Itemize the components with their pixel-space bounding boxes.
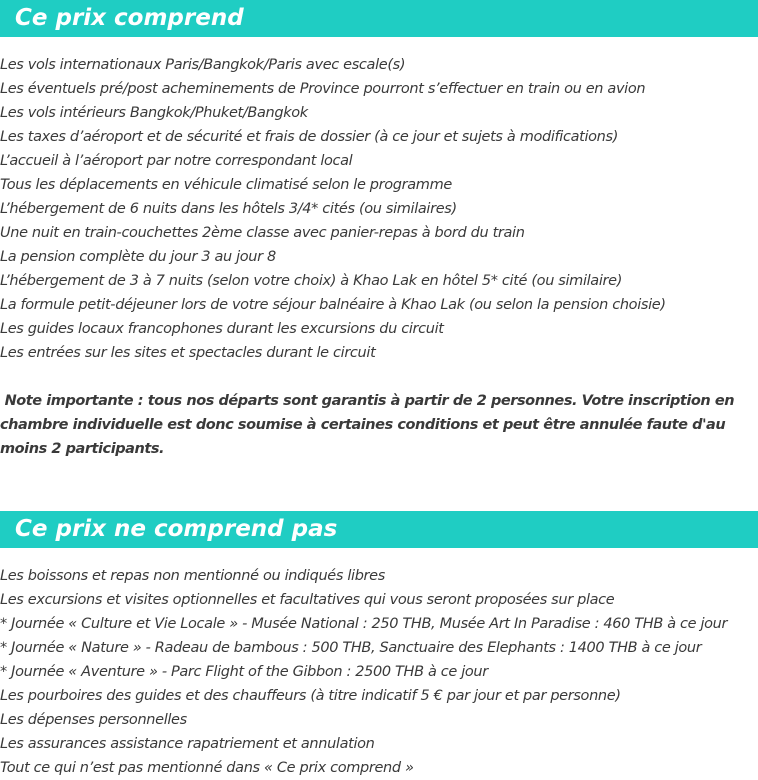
list-item: Les pourboires des guides et des chauffeurs (à titre indicatif 5 € par jour et par personne) — [0, 688, 621, 704]
list-item: Les taxes d’aéroport et de sécurité et frais de dossier (à ce jour et sujets à modifications) — [0, 129, 618, 145]
list-item: Les vols intérieurs Bangkok/Phuket/Bangkok — [0, 105, 308, 121]
list-item: Les assurances assistance rapatriement et annulation — [0, 736, 375, 752]
excluded-section — [0, 511, 758, 780]
list-item: Tout ce qui n’est pas mentionné dans « Ce prix comprend » — [0, 760, 414, 776]
included-title: Ce prix comprend — [15, 5, 244, 31]
included-list — [0, 53, 758, 365]
list-item: La pension complète du jour 3 au jour 8 — [0, 249, 276, 265]
list-item: * Journée « Aventure » - Parc Flight of the Gibbon : 2500 THB à ce jour — [0, 664, 488, 680]
list-item: Les éventuels pré/post acheminements de Province pourront s’effectuer en train ou en avion — [0, 81, 646, 97]
excluded-title: Ce prix ne comprend pas — [15, 516, 338, 542]
list-item: * Journée « Nature » - Radeau de bambous : 500 THB, Sanctuaire des Elephants : 1400 THB à ce jour — [0, 640, 702, 656]
list-item: L’hébergement de 6 nuits dans les hôtels 3/4* cités (ou similaires) — [0, 201, 457, 217]
list-item: * Journée « Culture et Vie Locale » - Musée National : 250 THB, Musée Art In Paradise : 460 THB à ce jour — [0, 616, 728, 632]
list-item: Une nuit en train-couchettes 2ème classe avec panier-repas à bord du train — [0, 225, 525, 241]
list-item: Les guides locaux francophones durant les excursions du circuit — [0, 321, 444, 337]
excluded-header — [0, 511, 758, 548]
list-item: L’hébergement de 3 à 7 nuits (selon votre choix) à Khao Lak en hôtel 5* cité (ou similaire) — [0, 273, 623, 289]
excluded-list — [0, 564, 758, 780]
list-item: Tous les déplacements en véhicule climatisé selon le programme — [0, 177, 452, 193]
included-header — [0, 0, 758, 37]
list-item: Les excursions et visites optionnelles et facultatives qui vous seront proposées sur place — [0, 592, 615, 608]
list-item: Les vols internationaux Paris/Bangkok/Paris avec escale(s) — [0, 57, 406, 73]
list-item: Les entrées sur les sites et spectacles durant le circuit — [0, 345, 376, 361]
important-note: Note importante : tous nos départs sont garantis à partir de 2 personnes. Votre inscription en chambre individuelle est donc soumise à certaines conditions et peut être annulée faute d'au moins 2 participants. — [0, 393, 739, 457]
list-item: Les dépenses personnelles — [0, 712, 187, 728]
list-item: L’accueil à l’aéroport par notre correspondant local — [0, 153, 353, 169]
list-item: Les boissons et repas non mentionné ou indiqués libres — [0, 568, 385, 584]
list-item: La formule petit-déjeuner lors de votre séjour balnéaire à Khao Lak (ou selon la pension choisie) — [0, 297, 666, 313]
